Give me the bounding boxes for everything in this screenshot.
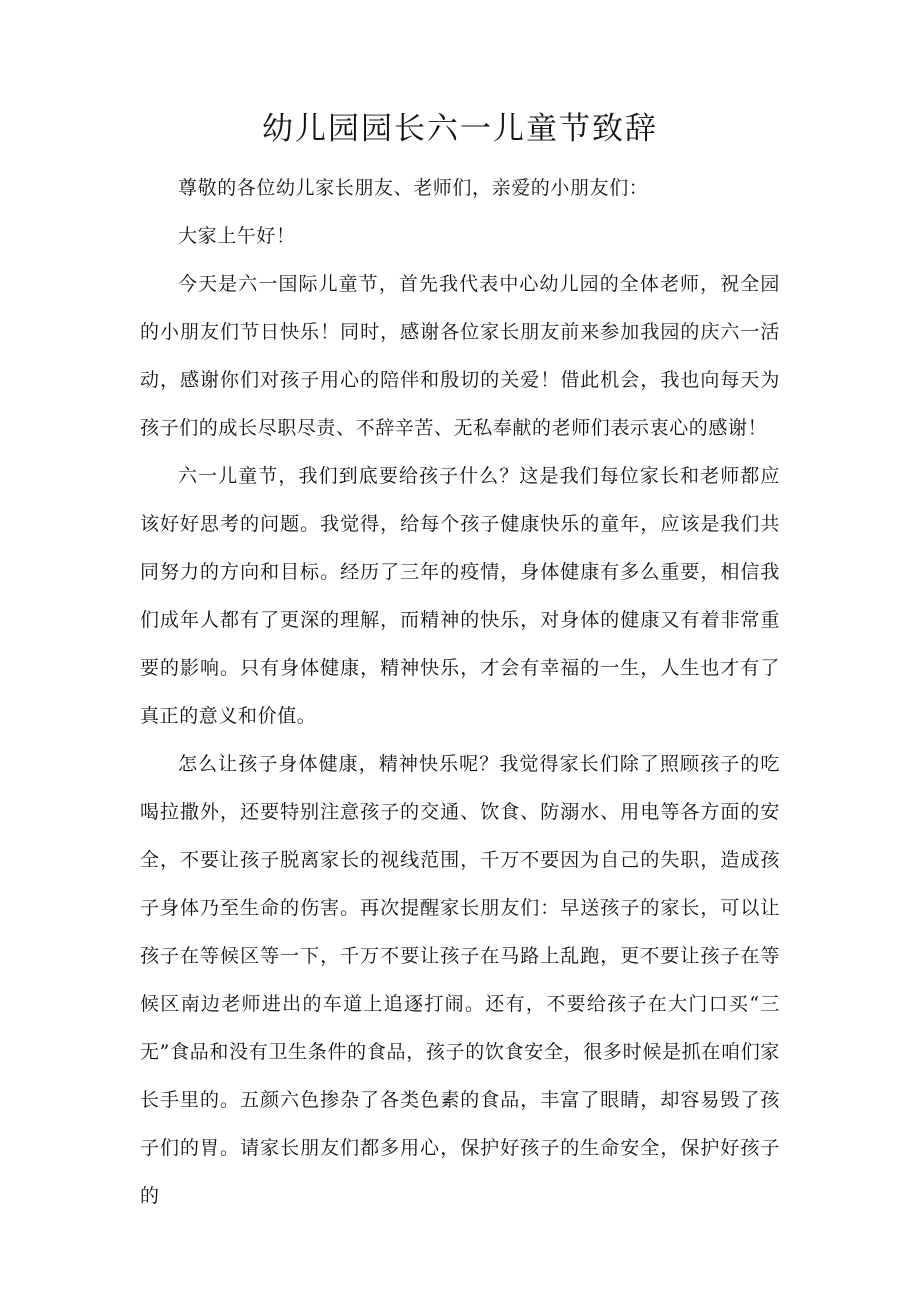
body-paragraph-3: 怎么让孩子身体健康，精神快乐呢？我觉得家长们除了照顾孩子的吃喝拉撒外，还要特别注意孩子的交通、饮食、防溺水、用电等各方面的安全，不要让孩子脱离家长的视线范围，千万不要因为自己的失职，造成孩子身体乃至生命的伤害。再次提醒家长朋友们：早送孩子的家长，可以让孩子在等候区等一下，千万不要让孩子在马路上乱跑，更不要让孩子在等候区南边老师进出的车道上追逐打闹。还有，不要给孩子在大门口买“三无”食品和没有卫生条件的食品，孩子的饮食安全，很多时候是抓在咱们家长手里的。五颜六色掺杂了各类色素的食品，丰富了眼睛，却容易毁了孩子们的胃。请家长朋友们都多用心，保护好孩子的生命安全，保护好孩子的 <box>140 753 780 1207</box>
body-paragraph-1: 今天是六一国际儿童节，首先我代表中心幼儿园的全体老师，祝全园的小朋友们节日快乐！同时，感谢各位家长朋友前来参加我园的庆六一活动，感谢你们对孩子用心的陪伴和殷切的关爱！借此机会，我也向每天为孩子们的成长尽职尽责、不辞辛苦、无私奉献的老师们表示衷心的感谢！ <box>140 273 780 439</box>
greeting-paragraph: 大家上午好！ <box>178 225 296 247</box>
document-title: 幼儿园园长六一儿童节致辞 <box>262 111 658 147</box>
salutation-paragraph: 尊敬的各位幼儿家长朋友、老师们，亲爱的小朋友们： <box>178 177 649 199</box>
body-paragraph-2: 六一儿童节，我们到底要给孩子什么？这是我们每位家长和老师都应该好好思考的问题。我觉得，给每个孩子健康快乐的童年，应该是我们共同努力的方向和目标。经历了三年的疫情，身体健康有多么重要，相信我们成年人都有了更深的理解，而精神的快乐，对身体的健康又有着非常重要的影响。只有身体健康，精神快乐，才会有幸福的一生，人生也才有了真正的意义和价值。 <box>140 465 780 727</box>
